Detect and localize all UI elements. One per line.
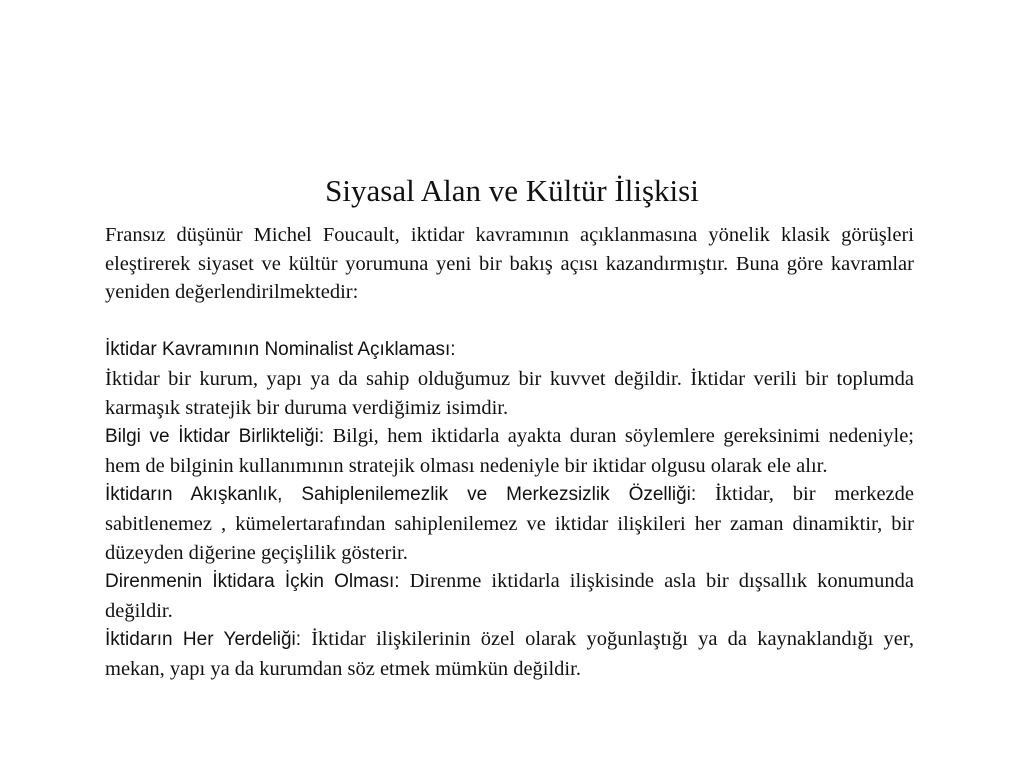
intro-paragraph: Fransız düşünür Michel Foucault, iktidar kavramının açıklanmasına yönelik klasik görüşleri eleştirerek siyaset ve kültür yorumuna yeni bir bakış açısı kazandırmıştır. Buna göre kavramlar yeniden değerlendirilmektedir: [105, 224, 914, 304]
section-knowledge-power [105, 422, 914, 480]
section-text: Bilgi, hem iktidarla ayakta duran söylemlere gereksinimi nedeniyle; hem de bilginin kullanımının stratejik olması nedeniyle bir iktidar olgusu olarak ele alır. [105, 425, 914, 477]
section-resistance [105, 567, 914, 625]
slide-body [105, 221, 914, 684]
section-heading: Direnmenin İktidara İçkin Olması: [105, 571, 400, 593]
section-heading: Bilgi ve İktidar Birlikteliği: [105, 426, 325, 448]
section-text: İktidar, bir merkezde sabitlenemez , kümelertarafından sahiplenilemez ve iktidar ilişkileri her zaman dinamiktir, bir düzeyden diğerine geçişlilik gösterir. [105, 483, 915, 564]
slide-title: Siyasal Alan ve Kültür İlişkisi [325, 172, 699, 208]
section-heading: İktidar Kavramının Nominalist Açıklaması: [105, 339, 456, 361]
section-heading: İktidarın Her Yerdeliği: [105, 629, 302, 651]
section-nominalist [105, 335, 914, 422]
section-fluidity [105, 480, 914, 567]
section-heading: İktidarın Akışkanlık, Sahiplenilemezlik ve Merkezsizlik Özelliği: [105, 484, 697, 506]
section-text: İktidar ilişkilerinin özel olarak yoğunlaştığı ya da kaynaklandığı yer, mekan, yapı ya da kurumdan söz etmek mümkün değildir. [105, 628, 915, 680]
section-text: Direnme iktidarla ilişkisinde asla bir dışsallık konumunda değildir. [105, 570, 914, 622]
section-omnipresence [105, 625, 914, 683]
section-text: İktidar bir kurum, yapı ya da sahip olduğumuz bir kuvvet değildir. İktidar verili bir toplumda karmaşık stratejik bir duruma verdiğimiz isimdir. [105, 367, 914, 419]
